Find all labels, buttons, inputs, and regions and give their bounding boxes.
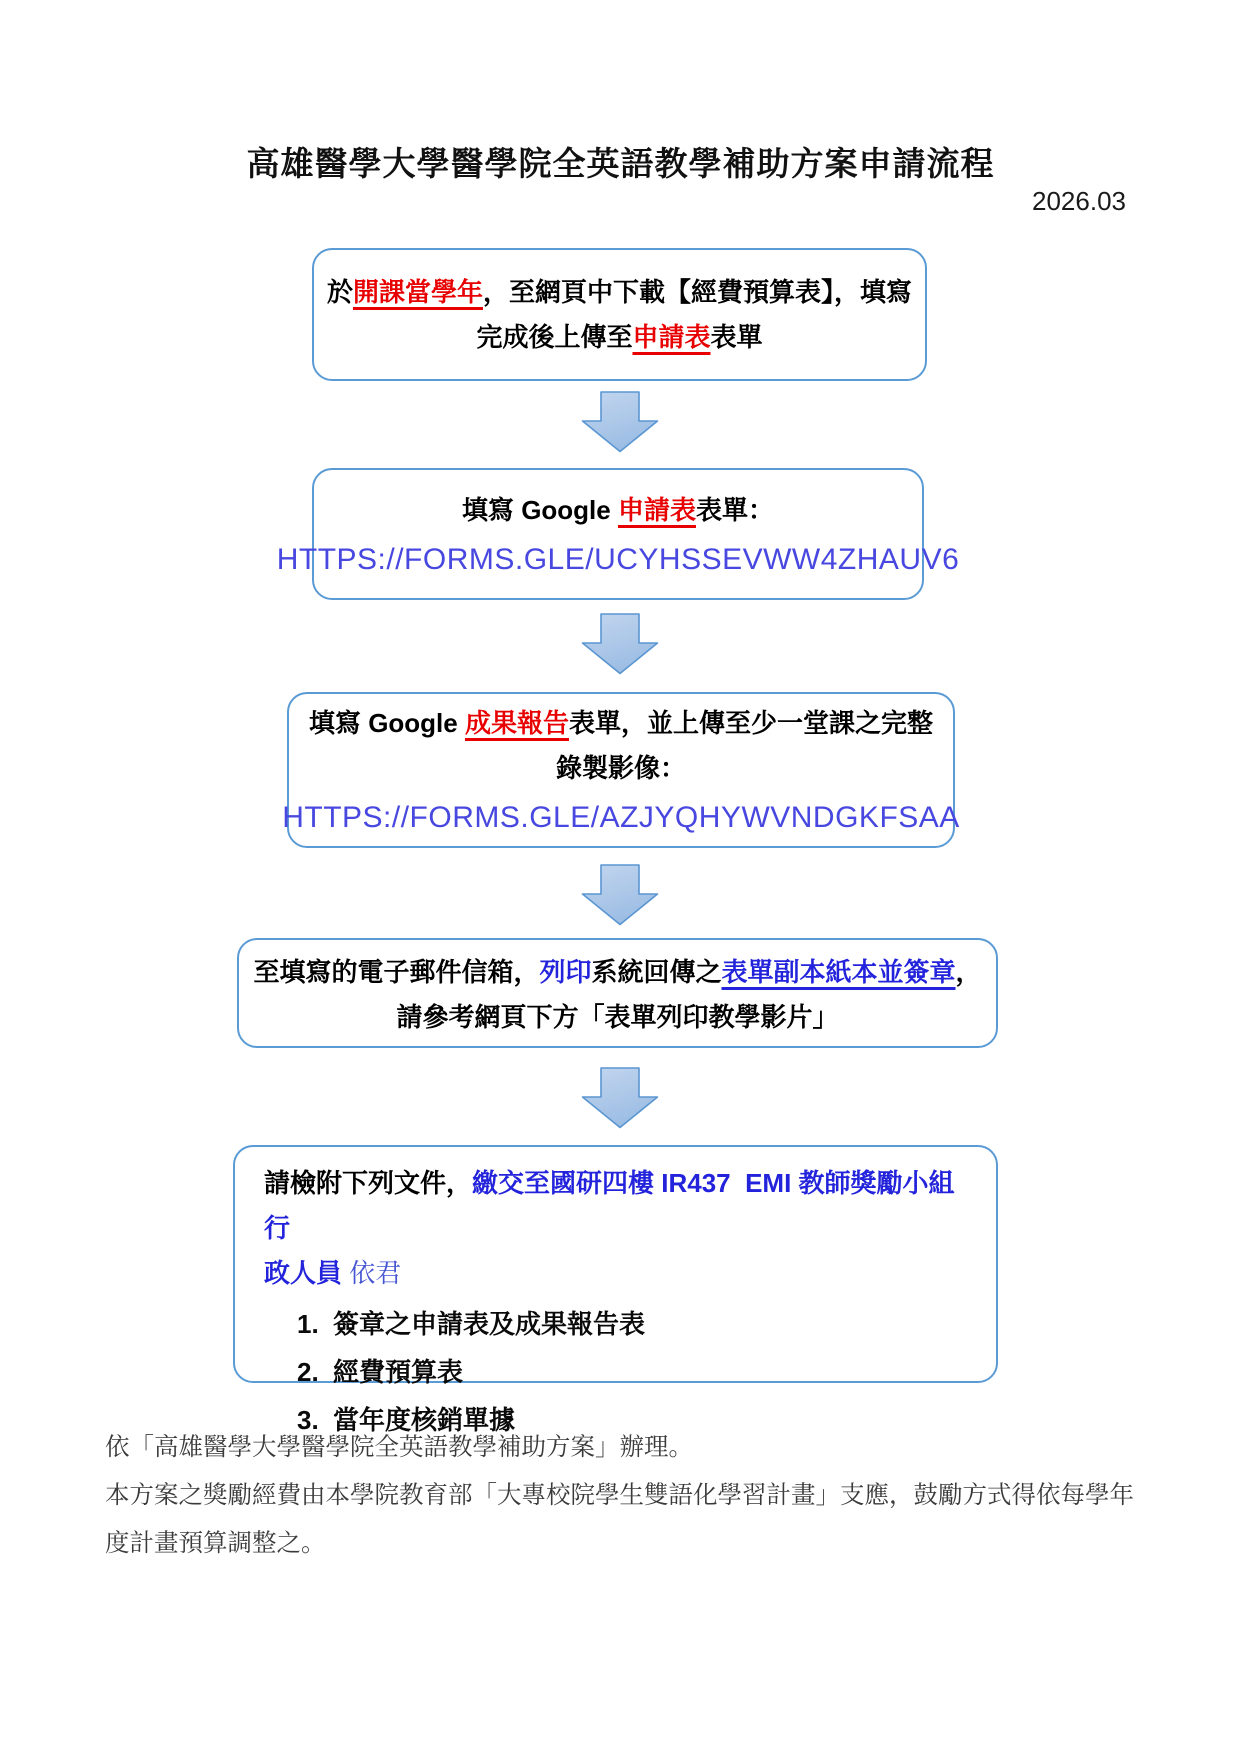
list-item-text: 經費預算表 xyxy=(333,1357,464,1387)
step-4-line-2: 請參考網頁下方「表單列印教學影片」 xyxy=(396,1002,839,1032)
step-1-line-1: 於開課當學年，至網頁中下載【經費預算表】，填寫 xyxy=(326,276,913,307)
footer-note-1: 依「高雄醫學大學醫學院全英語教學補助方案」辦理。 xyxy=(105,1434,693,1461)
list-item-text: 當年度核銷單據 xyxy=(333,1405,516,1435)
down-arrow-icon xyxy=(581,391,659,453)
list-item-number: 3. xyxy=(297,1405,319,1435)
step-4-line-1: 至填寫的電子郵件信箱，列印系統回傳之表單副本紙本並簽章， xyxy=(253,957,982,987)
step-3-form-link[interactable]: HTTPS://FORMS.GLE/AZJYQHYWVNDGKFSAA xyxy=(282,801,960,834)
down-arrow-icon xyxy=(581,613,659,675)
down-arrow-icon xyxy=(581,1067,659,1129)
list-item xyxy=(297,1300,645,1348)
page-title: 高雄醫學大學醫學院全英語教學補助方案申請流程 xyxy=(246,145,995,182)
step-3-line-1: 填寫 Google 成果報告表單，並上傳至少一堂課之完整 xyxy=(308,708,934,738)
step-3-line-2: 錄製影像： xyxy=(555,753,686,783)
list-item-text: 簽章之申請表及成果報告表 xyxy=(333,1309,646,1339)
footer-notes xyxy=(105,1424,1145,1568)
flow-step-2-box xyxy=(276,468,960,600)
step-2-form-link[interactable]: HTTPS://FORMS.GLE/UCYHSSEVWW4ZHAUV6 xyxy=(276,542,960,576)
footer-note-2: 本方案之獎勵經費由本學院教育部「大專校院學生雙語化學習計畫」支應，鼓勵方式得依每學年度計畫預算調整之。 xyxy=(105,1482,1134,1557)
step-5-line-2: 政人員 依君 xyxy=(264,1258,402,1288)
flow-step-5-box xyxy=(233,1145,998,1435)
down-arrow-icon xyxy=(581,864,659,926)
flow-step-3-box xyxy=(282,692,960,848)
flow-step-4-box xyxy=(237,938,998,1048)
flow-step-1-box xyxy=(312,248,927,381)
step-2-line-1: 填寫 Google 申請表表單： xyxy=(461,494,775,525)
document-date: 2026.03 xyxy=(1032,186,1126,216)
list-item-number: 2. xyxy=(297,1357,319,1387)
step-1-line-2: 完成後上傳至申請表表單 xyxy=(476,321,763,352)
list-item-number: 1. xyxy=(297,1309,319,1339)
required-documents-list xyxy=(264,1300,645,1444)
step-5-line-1: 請檢附下列文件，繳交至國研四樓 IR437 EMI 教師獎勵小組行 xyxy=(264,1168,955,1243)
list-item xyxy=(297,1348,645,1396)
